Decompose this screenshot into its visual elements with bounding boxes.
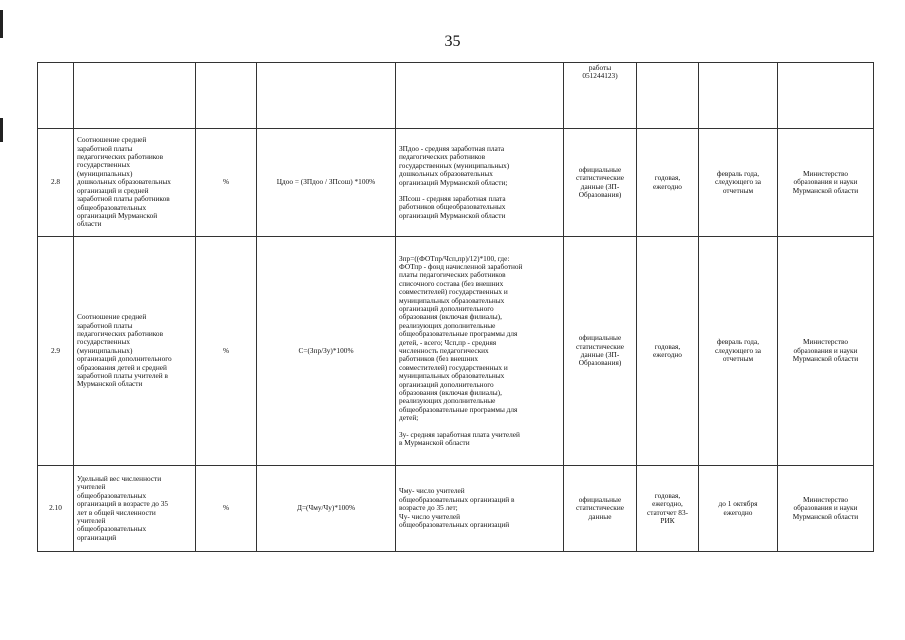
cell-indicator-name <box>74 237 196 466</box>
definition-text: Чму- число учителей общеобразовательных организаций в возрасте до 35 лет; Чу- число учителей общеобразовательных организаций <box>399 486 515 530</box>
frequency-text: годовая, ежегодно <box>653 173 682 191</box>
cell-definitions <box>396 129 564 237</box>
scan-edge-mark-bottom <box>0 118 3 142</box>
table-row <box>38 237 874 466</box>
formula-text: С=(Зпр/Зу)*100% <box>298 345 354 355</box>
responsible-text: Министерство образования и науки Мурманской области <box>792 494 859 521</box>
cell-indicator-name <box>74 466 196 552</box>
cell-unit <box>196 237 257 466</box>
indicator-name-text: Соотношение средней заработной платы педагогических работников государственных (муниципальных) дошкольных образовательных организаций и средней заработной платы работников общеобразовательных организаций Мурманской области <box>77 135 171 229</box>
cell-number <box>38 237 74 466</box>
frequency-text: годовая, ежегодно <box>653 341 682 359</box>
cell-deadline <box>699 466 778 552</box>
page-number: 35 <box>444 33 461 50</box>
formula-text: Цдоо = (ЗПдоо / ЗПсош) *100% <box>276 177 376 187</box>
data-source-text: официальные статистические данные <box>575 494 624 521</box>
deadline-text: до 1 октября ежегодно <box>718 499 758 517</box>
cell-data-source <box>564 237 637 466</box>
data-source-text: официальные статистические данные (ЗП- Образования) <box>575 333 624 368</box>
cell-responsible <box>778 129 874 237</box>
cell-definitions <box>396 237 564 466</box>
cell-unit <box>196 129 257 237</box>
cell-formula <box>257 237 396 466</box>
responsible-text: Министерство образования и науки Мурманской области <box>792 168 859 195</box>
cell-indicator-name <box>74 129 196 237</box>
row-number: 2.9 <box>50 345 61 355</box>
cell-frequency <box>637 129 699 237</box>
definition-text: ЗПсош - средняя заработная плата работников общеобразовательных организаций Мурманской области <box>399 193 506 220</box>
definition-text: Зу- средняя заработная плата учителей в Мурманской области <box>399 429 520 448</box>
data-source-text: официальные статистические данные (ЗП- Образования) <box>575 164 624 199</box>
cell-indicator-name <box>74 63 196 129</box>
cell-responsible <box>778 237 874 466</box>
table-row <box>38 466 874 552</box>
unit-text: % <box>222 177 230 187</box>
definition-text: Зпр=((ФОТпр/Чсп,пр)/12)*100, где: ФОТпр - фонд начисленной заработной платы педагогических работников списочного состава (без внешних совместителей) государственных и муниципальных образовательных организаций дополнительного образования (включая филиалы), реализующих дополнительные общеобразовательные программы для детей, - всего; Чсп,пр - средняя численность педагогических работников (без внешних совместителей) государственных и муниципальных образовательных организаций дополнительного образования (включая филиалы), реализующих дополнительные общеобразовательные программы для детей; <box>399 253 523 423</box>
indicator-name-text: Удельный вес численности учителей общеобразовательных организаций в возрасте до 35 лет в общей численности учителей общеобразовательных организаций <box>77 473 169 542</box>
cell-number <box>38 63 74 129</box>
formula-text: Д=(Чму/Чу)*100% <box>296 503 356 513</box>
indicators-table <box>37 62 874 552</box>
row-number: 2.10 <box>49 503 62 513</box>
deadline-text: февраль года, следующего за отчетным <box>714 168 762 195</box>
cell-definitions <box>396 63 564 129</box>
table-row <box>38 63 874 129</box>
indicator-name-text: Соотношение средней заработной платы педагогических работников государственных (муниципальных) организаций дополнительного образования детей и средней заработной платы учителей в Мурманской области <box>77 312 172 389</box>
unit-text: % <box>222 503 230 513</box>
data-source-text: работы 051244123) <box>582 63 618 81</box>
cell-frequency <box>637 63 699 129</box>
cell-formula <box>257 466 396 552</box>
cell-deadline <box>699 237 778 466</box>
cell-formula <box>257 129 396 237</box>
cell-number <box>38 466 74 552</box>
unit-text: % <box>222 345 230 355</box>
cell-deadline <box>699 129 778 237</box>
cell-unit <box>196 63 257 129</box>
cell-deadline <box>699 63 778 129</box>
deadline-text: февраль года, следующего за отчетным <box>714 337 762 364</box>
cell-responsible <box>778 63 874 129</box>
row-number: 2.8 <box>50 177 61 187</box>
cell-data-source <box>564 63 637 129</box>
cell-frequency <box>637 237 699 466</box>
responsible-text: Министерство образования и науки Мурманской области <box>792 337 859 364</box>
cell-unit <box>196 466 257 552</box>
frequency-text: годовая, ежегодно, статотчет 83- РИК <box>646 490 689 525</box>
cell-number <box>38 129 74 237</box>
cell-definitions <box>396 466 564 552</box>
scan-edge-mark-top <box>0 10 3 38</box>
cell-data-source <box>564 466 637 552</box>
definition-text: ЗПдоо - средняя заработная плата педагогических работников государственных (муниципальных) дошкольных образовательных организаций Мурманской области; <box>399 143 510 187</box>
cell-data-source <box>564 129 637 237</box>
cell-formula <box>257 63 396 129</box>
cell-frequency <box>637 466 699 552</box>
cell-responsible <box>778 466 874 552</box>
table-row <box>38 129 874 237</box>
